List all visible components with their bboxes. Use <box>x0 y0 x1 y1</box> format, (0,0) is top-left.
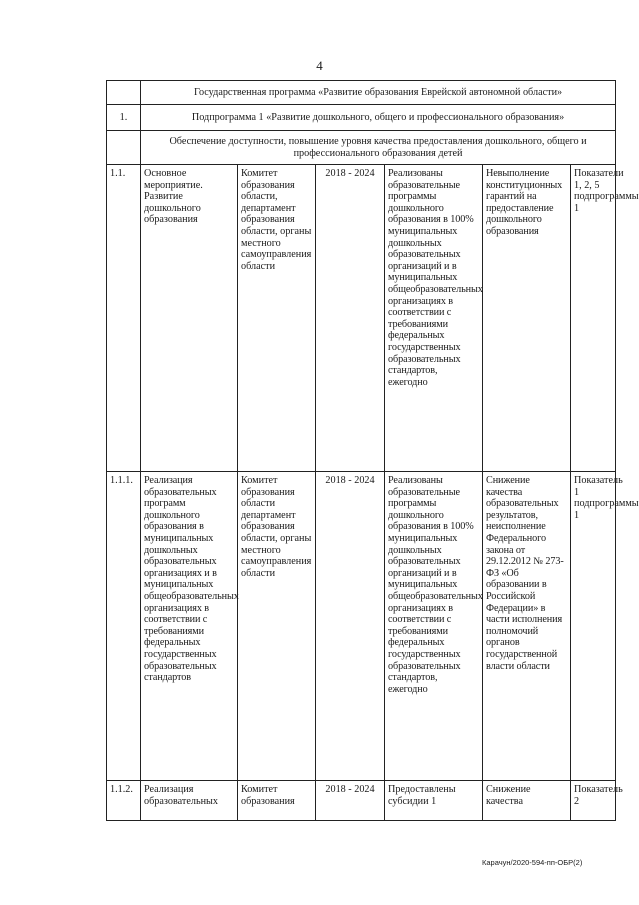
consequence: Снижение качества <box>483 781 571 821</box>
period: 2018 - 2024 <box>316 781 385 821</box>
activity-name: Реализация образовательных программ дошкольного образования в муниципальных дошкольных образовательных организациях и в муниципальных общеобразовательных организациях в соответствии с требованиями федеральных государственных образовательных стандартов <box>141 472 238 781</box>
empty-num-cell <box>107 131 141 165</box>
expected-result: Реализованы образовательные программы дошкольного образования в 100% муниципальных дошкольных образовательных организаций и в муниципальных общеобразовательных организациях в соответствии с требованиями федеральных государственных образовательных стандартов, ежегодно <box>385 165 483 472</box>
goal-header-row <box>107 131 616 165</box>
row-number: 1.1.1. <box>107 472 141 781</box>
goal-title: Обеспечение доступности, повышение уровня качества предоставления дошкольного, общего и профессионального образования детей <box>141 131 616 165</box>
consequence: Невыполнение конституционных гарантий на предоставление дошкольного образования <box>483 165 571 472</box>
period: 2018 - 2024 <box>316 165 385 472</box>
subprogram-title: Подпрограмма 1 «Развитие дошкольного, общего и профессионального образования» <box>141 105 616 131</box>
table-row <box>107 781 616 821</box>
program-header-row <box>107 81 616 105</box>
table-row <box>107 165 616 472</box>
period: 2018 - 2024 <box>316 472 385 781</box>
activity-name: Реализация образовательных <box>141 781 238 821</box>
consequence: Снижение качества образовательных результатов, неисполнение Федерального закона от 29.12.2012 № 273-ФЗ «Об образовании в Российской Федерации» в части исполнения полномочий органов государственной власти области <box>483 472 571 781</box>
executor: Комитет образования области, департамент образования области, органы местного самоуправления области <box>238 165 316 472</box>
document-footer-code: Карачун/2020-594-пп-ОБР(2) <box>482 858 583 867</box>
expected-result: Реализованы образовательные программы дошкольного образования в 100% муниципальных дошкольных образовательных организаций и в муниципальных общеобразовательных организациях в соответствии с требованиями федеральных государственных образовательных стандартов, ежегодно <box>385 472 483 781</box>
program-title: Государственная программа «Развитие образования Еврейской автономной области» <box>141 81 616 105</box>
page-number: 4 <box>316 58 323 73</box>
table-row <box>107 472 616 781</box>
row-number: 1.1.2. <box>107 781 141 821</box>
subprogram-header-row <box>107 105 616 131</box>
empty-num-cell <box>107 81 141 105</box>
activities-table <box>106 80 639 821</box>
executor: Комитет образования области департамент образования области, органы местного самоуправления области <box>238 472 316 781</box>
indicator: Показатель 2 <box>571 781 616 821</box>
activity-name: Основное мероприятие. Развитие дошкольного образования <box>141 165 238 472</box>
subprogram-number: 1. <box>107 105 141 131</box>
expected-result: Предоставлены субсидии 1 <box>385 781 483 821</box>
executor: Комитет образования <box>238 781 316 821</box>
indicator: Показатель 1 подпрограммы 1 <box>571 472 616 781</box>
row-number: 1.1. <box>107 165 141 472</box>
indicator: Показатели 1, 2, 5 подпрограммы 1 <box>571 165 616 472</box>
